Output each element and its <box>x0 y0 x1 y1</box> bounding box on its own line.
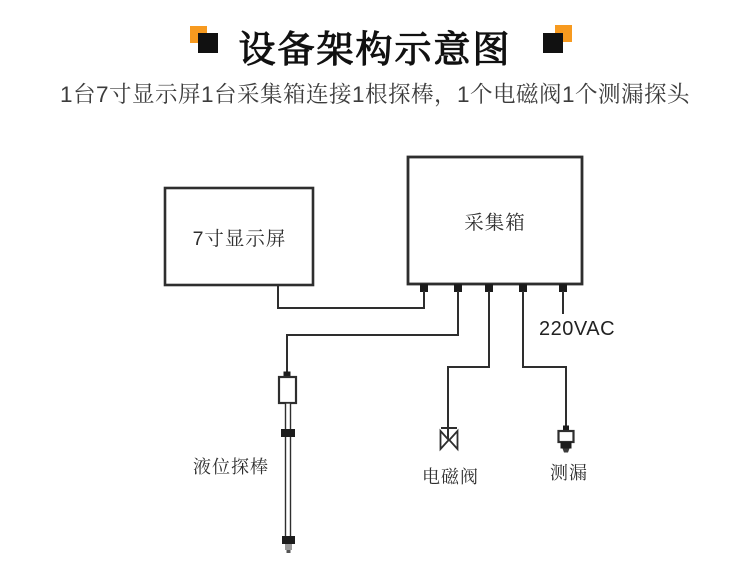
probe-symbol <box>279 372 296 554</box>
probe-head <box>279 377 296 403</box>
probe-label: 液位探棒 <box>193 457 269 477</box>
leak-sensor-body <box>559 431 574 442</box>
wire-collector-to-valve <box>448 291 489 439</box>
leak-sensor-tip <box>563 449 570 453</box>
wire-display-to-collector <box>278 285 424 308</box>
probe-collar-lower <box>282 536 295 544</box>
title-deco-right-black-square <box>543 33 563 53</box>
leak-sensor-block <box>561 442 572 449</box>
probe-tip <box>285 544 292 550</box>
valve-right-triangle <box>449 431 457 449</box>
leak-label: 测漏 <box>550 463 588 483</box>
page-subtitle: 1台7寸显示屏1台采集箱连接1根探棒，1个电磁阀1个测漏探头 <box>59 82 691 107</box>
port-stub-1 <box>420 284 428 292</box>
port-stub-5 <box>559 284 567 292</box>
probe-tip-nub <box>287 550 291 553</box>
collector-box-label: 采集箱 <box>464 211 526 234</box>
port-stub-4 <box>519 284 527 292</box>
title-deco-left-black-square <box>198 33 218 53</box>
page-title: 设备架构示意图 <box>238 29 512 70</box>
display-box-label: 7寸显示屏 <box>192 228 287 250</box>
probe-collar-upper <box>281 429 295 437</box>
port-stub-3 <box>485 284 493 292</box>
leak-sensor-symbol <box>559 426 574 453</box>
power-label: 220VAC <box>539 318 616 340</box>
probe-rod <box>286 403 291 538</box>
valve-label: 电磁阀 <box>422 467 479 487</box>
wire-collector-to-leak <box>523 291 566 427</box>
port-stub-2 <box>454 284 462 292</box>
wire-collector-to-probe <box>287 291 458 374</box>
